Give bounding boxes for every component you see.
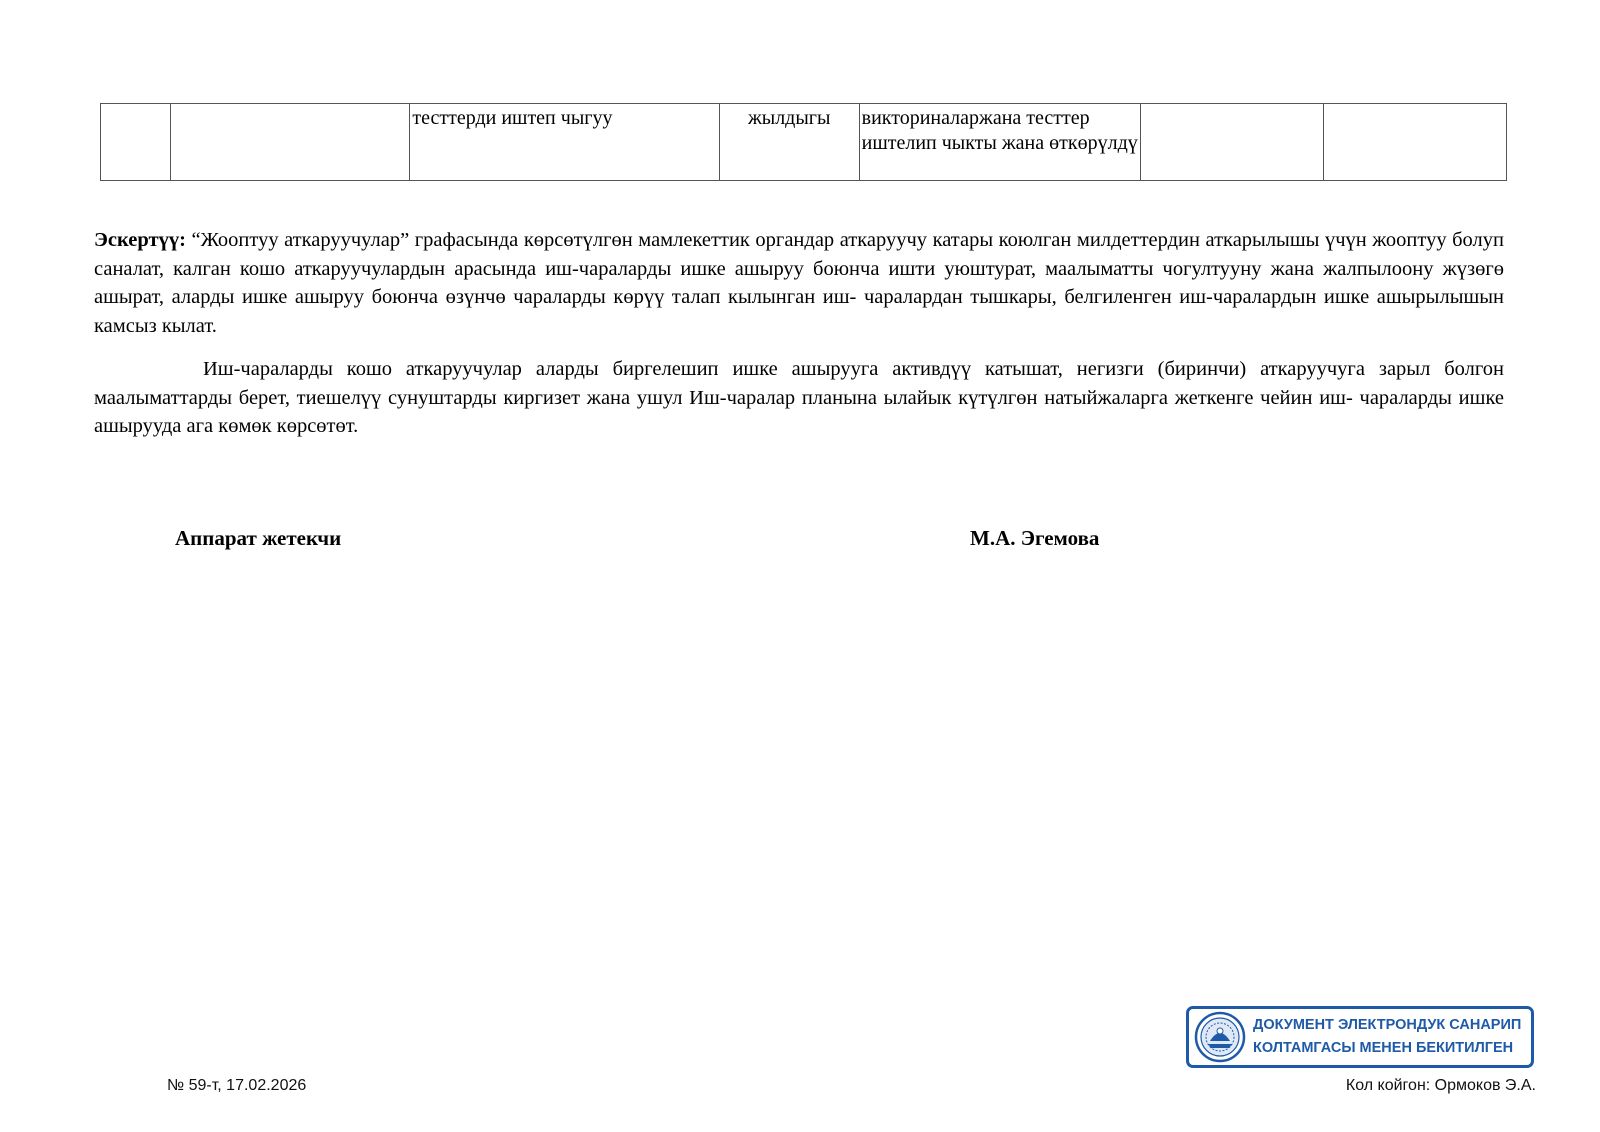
table-cell-activity: тесттерди иштеп чыгуу [410,104,719,181]
signed-by: Кол койгон: Ормоков Э.А. [1345,1077,1536,1094]
continuation-table [100,103,1507,181]
table-cell-note [1324,104,1507,181]
note-text: “Жооптуу аткаруучулар” графасында көрсөтүлгөн мамлекеттик органдар аткаруучу катары коюлган милдеттердин аткарылышы үчүн жооптуу болуп саналат, калган кошо аткаруучулардын арасында иш-чараларды ишке ашыруу боюнча ишти уюштурат, маалыматты чогултууну жана жалпылоону жүзөгө ашырат, аларды ишке ашыруу боюнча өзүнчө чараларды көрүү талап кылынган иш- чаралардан тышкары, белгиленген иш-чаралардын ишке ашырылышын камсыз кылат. [94,229,1504,337]
co-executors-paragraph: Иш-чараларды кошо аткаруучулар аларды биргелешип ишке ашырууга активдүү катышат, негизги (биринчи) аткаруучуга зарыл болгон маалыматтарды берет, тиешелүү сунуштарды киргизет жана ушул Иш-чаралар планына ылайык күтүлгөн натыйжаларга жеткенге чейин иш- чараларды ишке ашырууда ага көмөк көрсөтөт. [94,358,1504,437]
table-cell-measure [171,104,410,181]
note-paragraph [94,226,1504,340]
stamp-line-1: ДОКУМЕНТ ЭЛЕКТРОНДУК САНАРИП [1253,1017,1522,1033]
table-row [101,104,1507,181]
kyrgyz-state-emblem-icon [1194,1011,1246,1063]
signatory-name: М.А. Эгемова [970,526,1100,550]
stamp-line-2: КОЛТАМГАСЫ МЕНЕН БЕКИТИЛГЕН [1253,1040,1514,1056]
e-signature-stamp [1186,1006,1534,1068]
table-cell-number [101,104,171,181]
document-number: № 59-т, 17.02.2026 [167,1077,307,1094]
stamp-text [1253,1014,1521,1060]
table-cell-result: викториналаржана тесттер иштелип чыкты жана өткөрүлдү [859,104,1141,181]
table-cell-deadline: жылдыгы [719,104,859,181]
table-cell-responsible [1141,104,1324,181]
note-label: Эскертүү: [94,229,186,251]
signatory-position: Аппарат жетекчи [175,526,342,550]
